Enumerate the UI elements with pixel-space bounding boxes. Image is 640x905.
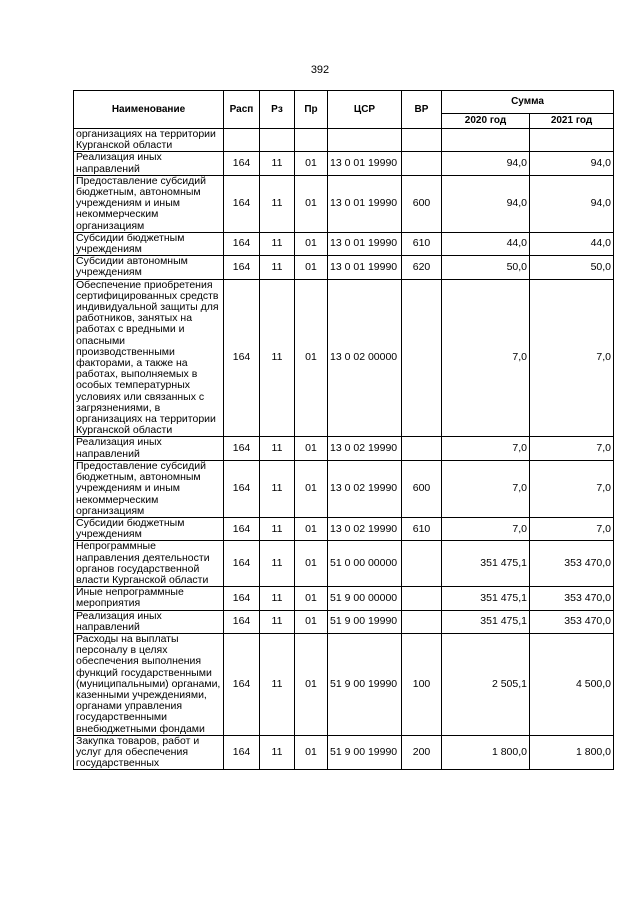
row-csr: 13 0 01 19990 — [328, 232, 402, 255]
row-rz: 11 — [260, 152, 295, 175]
row-sum-2020: 7,0 — [442, 437, 530, 460]
row-rz: 11 — [260, 517, 295, 540]
row-sum-2020: 94,0 — [442, 175, 530, 232]
row-name: Реализация иных направлений — [74, 152, 224, 175]
header-vr: ВР — [402, 91, 442, 129]
row-vr — [402, 437, 442, 460]
row-sum-2021: 1 800,0 — [530, 735, 614, 770]
row-csr: 51 9 00 00000 — [328, 587, 402, 610]
header-csr: ЦСР — [328, 91, 402, 129]
row-pr — [295, 129, 328, 152]
row-sum-2020 — [442, 129, 530, 152]
row-vr — [402, 152, 442, 175]
row-rz — [260, 129, 295, 152]
row-vr: 600 — [402, 460, 442, 517]
row-rasp: 164 — [224, 460, 260, 517]
row-name: Расходы на выплаты персоналу в целях обеспечения выполнения функций государственными (муниципальными) органами, казенными учреждениями, органами управления государственными внебюджетными фондами — [74, 633, 224, 735]
row-csr: 51 9 00 19990 — [328, 633, 402, 735]
row-csr: 51 9 00 19990 — [328, 735, 402, 770]
row-pr: 01 — [295, 517, 328, 540]
row-rz: 11 — [260, 232, 295, 255]
header-rasp: Расп — [224, 91, 260, 129]
row-rasp: 164 — [224, 633, 260, 735]
header-year-2020: 2020 год — [442, 114, 530, 129]
row-rasp: 164 — [224, 517, 260, 540]
page-number: 392 — [310, 64, 330, 76]
table-row — [74, 232, 614, 255]
row-csr — [328, 129, 402, 152]
table-row — [74, 517, 614, 540]
row-vr: 600 — [402, 175, 442, 232]
row-rz: 11 — [260, 279, 295, 437]
row-rz: 11 — [260, 256, 295, 279]
row-rz: 11 — [260, 541, 295, 587]
row-name: Предоставление субсидий бюджетным, автономным учреждениям и иным некоммерческим организациям — [74, 460, 224, 517]
row-name: Предоставление субсидий бюджетным, автономным учреждениям и иным некоммерческим организациям — [74, 175, 224, 232]
row-vr: 100 — [402, 633, 442, 735]
row-sum-2021: 50,0 — [530, 256, 614, 279]
row-sum-2021: 7,0 — [530, 517, 614, 540]
row-rz: 11 — [260, 735, 295, 770]
row-name: Реализация иных направлений — [74, 610, 224, 633]
row-sum-2020: 2 505,1 — [442, 633, 530, 735]
row-pr: 01 — [295, 175, 328, 232]
header-pr: Пр — [295, 91, 328, 129]
header-year-2021: 2021 год — [530, 114, 614, 129]
row-csr: 13 0 02 00000 — [328, 279, 402, 437]
row-sum-2020: 7,0 — [442, 279, 530, 437]
table-header-row — [74, 91, 614, 114]
row-csr: 51 9 00 19990 — [328, 610, 402, 633]
row-csr: 13 0 01 19990 — [328, 175, 402, 232]
row-pr: 01 — [295, 232, 328, 255]
row-pr: 01 — [295, 460, 328, 517]
row-csr: 13 0 02 19990 — [328, 437, 402, 460]
row-vr — [402, 587, 442, 610]
row-pr: 01 — [295, 256, 328, 279]
row-vr — [402, 129, 442, 152]
row-rz: 11 — [260, 610, 295, 633]
row-sum-2020: 7,0 — [442, 517, 530, 540]
row-pr: 01 — [295, 152, 328, 175]
row-rz: 11 — [260, 633, 295, 735]
row-rasp: 164 — [224, 152, 260, 175]
table-row — [74, 610, 614, 633]
row-pr: 01 — [295, 541, 328, 587]
row-name: организациях на территории Курганской области — [74, 129, 224, 152]
table-row — [74, 541, 614, 587]
row-vr: 610 — [402, 517, 442, 540]
row-rasp: 164 — [224, 587, 260, 610]
row-sum-2021: 94,0 — [530, 152, 614, 175]
row-sum-2021: 353 470,0 — [530, 610, 614, 633]
header-name: Наименование — [74, 91, 224, 129]
row-csr: 13 0 02 19990 — [328, 460, 402, 517]
table-row — [74, 437, 614, 460]
table-row — [74, 735, 614, 770]
table-row — [74, 587, 614, 610]
row-rasp: 164 — [224, 279, 260, 437]
row-sum-2020: 50,0 — [442, 256, 530, 279]
budget-table — [73, 90, 614, 770]
row-name: Субсидии бюджетным учреждениям — [74, 517, 224, 540]
row-pr: 01 — [295, 437, 328, 460]
row-name: Непрограммные направления деятельности органов государственной власти Курганской области — [74, 541, 224, 587]
row-name: Реализация иных направлений — [74, 437, 224, 460]
row-rasp — [224, 129, 260, 152]
row-pr: 01 — [295, 633, 328, 735]
table-row — [74, 152, 614, 175]
table-body — [74, 129, 614, 770]
row-sum-2021: 94,0 — [530, 175, 614, 232]
row-csr: 13 0 01 19990 — [328, 152, 402, 175]
table-row — [74, 279, 614, 437]
table-row — [74, 633, 614, 735]
table-row — [74, 460, 614, 517]
row-sum-2021: 7,0 — [530, 279, 614, 437]
row-sum-2020: 351 475,1 — [442, 610, 530, 633]
row-vr — [402, 610, 442, 633]
row-sum-2020: 1 800,0 — [442, 735, 530, 770]
row-sum-2021: 7,0 — [530, 437, 614, 460]
row-rasp: 164 — [224, 610, 260, 633]
row-rasp: 164 — [224, 437, 260, 460]
table-row — [74, 256, 614, 279]
row-pr: 01 — [295, 610, 328, 633]
header-sum: Сумма — [442, 91, 614, 114]
row-rz: 11 — [260, 587, 295, 610]
table-row — [74, 129, 614, 152]
row-name: Субсидии бюджетным учреждениям — [74, 232, 224, 255]
row-rasp: 164 — [224, 256, 260, 279]
row-sum-2020: 44,0 — [442, 232, 530, 255]
row-pr: 01 — [295, 735, 328, 770]
row-rasp: 164 — [224, 735, 260, 770]
row-name: Закупка товаров, работ и услуг для обеспечения государственных — [74, 735, 224, 770]
row-rasp: 164 — [224, 232, 260, 255]
row-rz: 11 — [260, 460, 295, 517]
row-sum-2020: 351 475,1 — [442, 541, 530, 587]
row-csr: 51 0 00 00000 — [328, 541, 402, 587]
row-vr — [402, 541, 442, 587]
row-sum-2021: 353 470,0 — [530, 587, 614, 610]
row-name: Субсидии автономным учреждениям — [74, 256, 224, 279]
row-vr: 610 — [402, 232, 442, 255]
row-rasp: 164 — [224, 175, 260, 232]
row-rasp: 164 — [224, 541, 260, 587]
row-name: Обеспечение приобретения сертифицированных средств индивидуальной защиты для работников, занятых на работах с вредными и опасными производственными факторами, а также на работах, выполняемых в особых температурных условиях или связанных с загрязнениями, в организациях на территории Курганской области — [74, 279, 224, 437]
row-sum-2021: 7,0 — [530, 460, 614, 517]
row-csr: 13 0 01 19990 — [328, 256, 402, 279]
row-rz: 11 — [260, 175, 295, 232]
row-pr: 01 — [295, 279, 328, 437]
row-vr: 200 — [402, 735, 442, 770]
header-rz: Рз — [260, 91, 295, 129]
row-vr: 620 — [402, 256, 442, 279]
row-sum-2020: 94,0 — [442, 152, 530, 175]
row-sum-2020: 351 475,1 — [442, 587, 530, 610]
row-sum-2021: 44,0 — [530, 232, 614, 255]
row-vr — [402, 279, 442, 437]
row-sum-2021: 4 500,0 — [530, 633, 614, 735]
row-name: Иные непрограммные мероприятия — [74, 587, 224, 610]
row-sum-2021: 353 470,0 — [530, 541, 614, 587]
row-sum-2021 — [530, 129, 614, 152]
row-sum-2020: 7,0 — [442, 460, 530, 517]
row-pr: 01 — [295, 587, 328, 610]
row-csr: 13 0 02 19990 — [328, 517, 402, 540]
row-rz: 11 — [260, 437, 295, 460]
table-row — [74, 175, 614, 232]
